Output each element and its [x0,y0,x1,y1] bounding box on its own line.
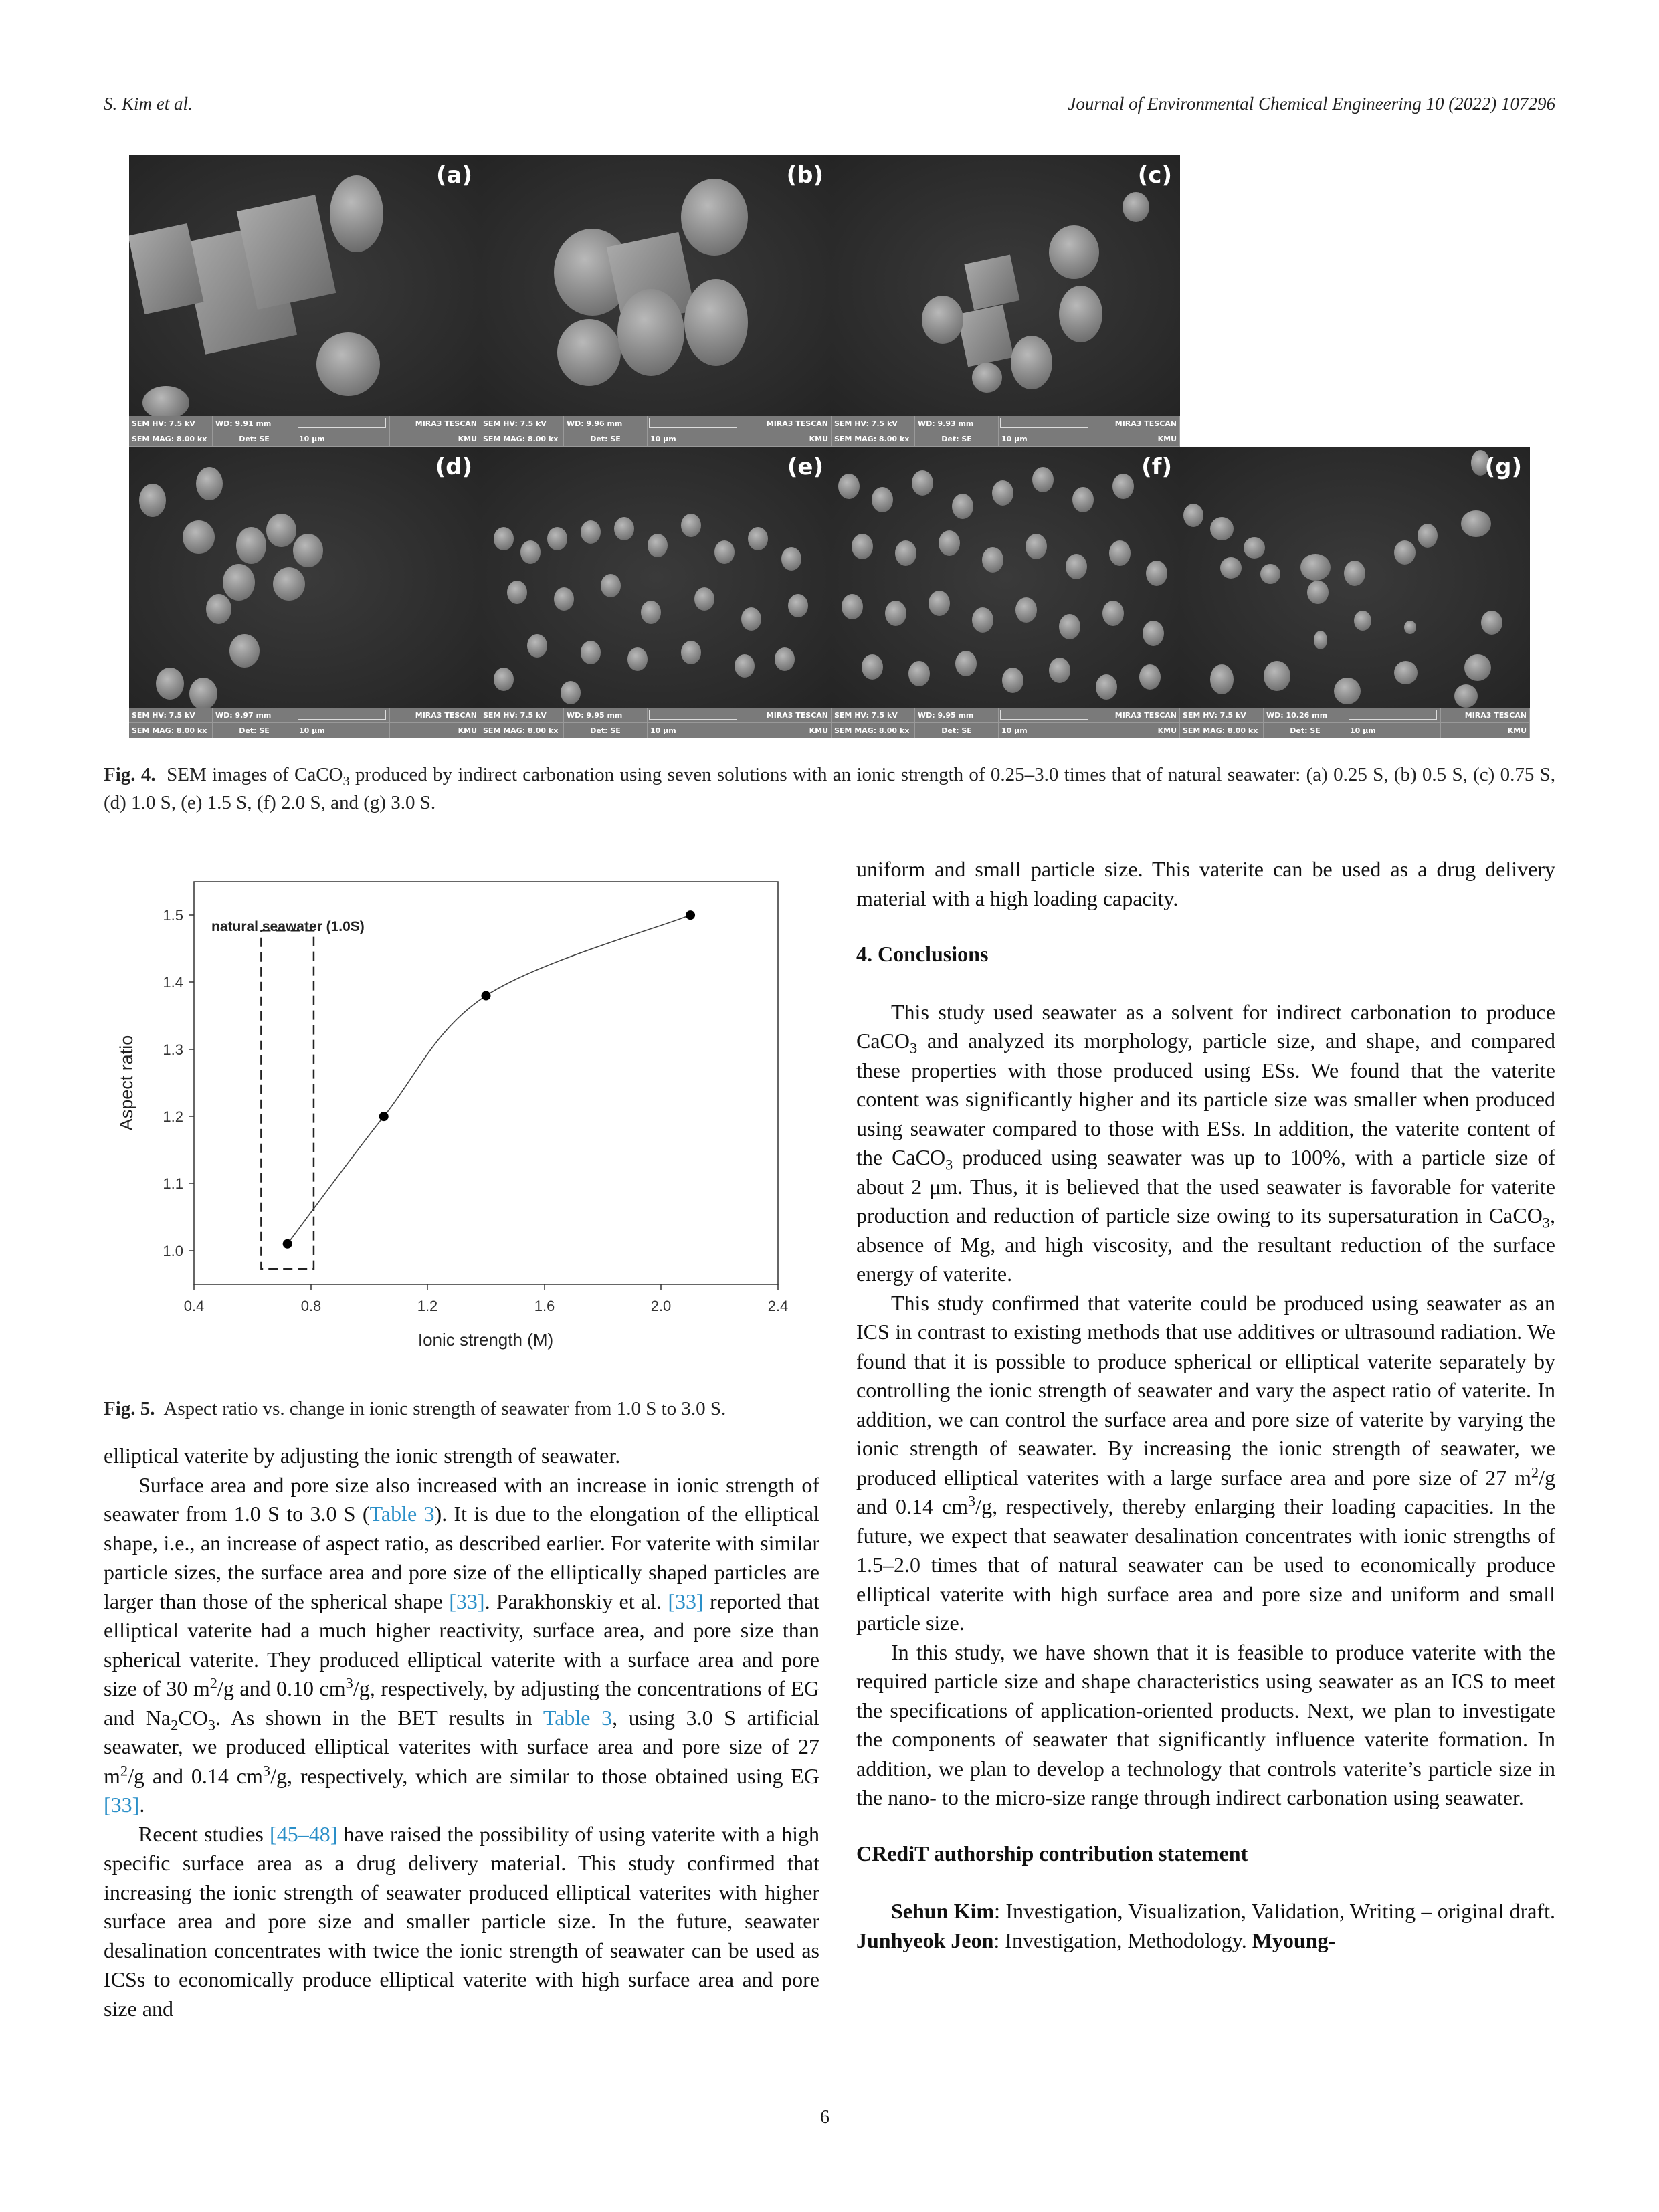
text: : Investigation, Methodology. [993,1928,1252,1952]
svg-text:1.5: 1.5 [163,907,183,924]
sem-org: KMU [1092,431,1180,447]
text: and analyzed its morphology, particle size, and shape, and compared these properties with those produced using ESs. We found that the vaterite content was significantly higher and its particle size was smaller when produced using seawater compared to those with ESs. In addition, the vaterite content of the CaCO [856,1029,1555,1169]
svg-text:1.3: 1.3 [163,1041,183,1058]
sem-brand: MIRA3 TESCAN [741,708,832,723]
sem-det: Det: SE [915,723,999,738]
sem-mag: SEM MAG: 8.00 kx [129,431,213,447]
panel-label-e: (e) [787,454,823,480]
sem-hv: SEM HV: 7.5 kV [129,416,213,431]
y-tick-labels [163,907,183,1260]
sem-image-e [480,447,832,708]
running-head-journal: Journal of Environmental Chemical Engineering 10 (2022) 107296 [1068,94,1555,114]
data-point [482,991,491,1001]
text: . Parakhonskiy et al. [484,1589,668,1613]
paragraph [104,1820,819,2024]
sem-det: Det: SE [1264,723,1347,738]
text: , absence of Mg, and high viscosity, and the resultant reduction of the surface energy of vaterite. [856,1203,1555,1286]
sem-org: KMU [390,431,480,447]
sem-wd: WD: 9.95 mm [915,708,999,723]
sem-det: Det: SE [915,431,999,447]
scale-bar [999,708,1092,723]
sem-image-d [129,447,480,708]
superscript: 2 [1531,1463,1539,1480]
sem-scale-label: 10 μm [1347,723,1441,738]
svg-text:1.6: 1.6 [534,1298,555,1314]
sem-infobar-f [832,708,1180,738]
sem-wd: WD: 10.26 mm [1264,708,1347,723]
sem-brand: MIRA3 TESCAN [390,708,480,723]
sem-image-a [129,155,480,416]
paragraph [856,855,1555,913]
text: CO [178,1705,208,1730]
sem-scale-label: 10 μm [296,723,390,738]
sem-image-b [480,155,832,416]
data-point [283,1239,292,1249]
sem-infobar-a [129,416,480,447]
sem-wd: WD: 9.91 mm [213,416,296,431]
text: : Investigation, Visualization, Validation, Writing – original draft. [994,1899,1556,1923]
sem-org: KMU [390,723,480,738]
sem-mag: SEM MAG: 8.00 kx [832,723,915,738]
sem-panel-b [480,155,832,447]
text: /g and 0.14 cm [128,1763,263,1788]
sem-scale-label: 10 μm [296,431,390,447]
left-column [104,1441,819,2023]
text: In this study, we have shown that it is feasible to produce vaterite with the required particle size and shape characteristics using seawater as an ICS to meet the specifications of application-oriented products. Next, we plan to investigate the components of seawater that significantly influence vaterite formation. In addition, we plan to develop a technology that controls vaterite’s particle size in the nano- to the micro-size range through indirect carbonation using seawater. [856,1639,1555,1809]
data-point [686,910,695,920]
sem-mag: SEM MAG: 8.00 kx [480,723,564,738]
sem-hv: SEM HV: 7.5 kV [832,708,915,723]
text: This study confirmed that vaterite could be produced using seawater as an ICS in contrast to existing methods that use additives or ultrasound radiation. We found that it is possible to produce spherical or elliptical vaterite separately by controlling the ionic strength of seawater and vary the aspect ratio of vaterite. In addition, we can control the surface area and pore size of vaterite by varying the ionic strength of seawater. By increasing the ionic strength of seawater, we produced elliptical vaterites with a large surface area and pore size of 27 m [856,1290,1555,1490]
sem-scale-label: 10 μm [648,431,741,447]
panel-label-c: (c) [1137,162,1172,189]
author-name: Sehun Kim [891,1899,995,1923]
right-column [856,855,1555,1955]
superscript: 2 [209,1674,217,1692]
sem-panel-g [1180,447,1530,738]
sem-det: Det: SE [213,723,296,738]
paragraph [104,1441,819,1471]
text: /g, respectively, by adjusting the concentrations of EG and Na [104,1676,820,1730]
y-ticks [189,915,194,1251]
author-name: Junhyeok Jeon [856,1928,994,1952]
sem-panel-f [832,447,1180,738]
x-tick-labels [184,1298,789,1314]
svg-text:1.2: 1.2 [417,1298,438,1314]
figure-5-caption [104,1395,826,1423]
subscript: 3 [910,1039,918,1057]
svg-text:1.0: 1.0 [163,1243,183,1260]
panel-label-d: (d) [435,454,472,480]
sem-mag: SEM MAG: 8.00 kx [129,723,213,738]
svg-text:0.4: 0.4 [183,1298,205,1314]
running-head-authors: S. Kim et al. [104,94,193,114]
scale-bar [296,708,390,723]
sem-org: KMU [741,723,832,738]
text: Surface area and pore size also increased with an increase in ionic strength of seawater from 1.0 S to 3.0 S ( [104,1472,819,1526]
text: elliptical vaterite by adjusting the ionic strength of seawater. [104,1443,621,1468]
sem-wd: WD: 9.93 mm [915,416,999,431]
paragraph [856,1289,1555,1638]
sem-det: Det: SE [564,431,648,447]
caption-text: Aspect ratio vs. change in ionic strength of seawater from 1.0 S to 3.0 S. [163,1398,726,1419]
text: This study used seawater as a solvent for indirect carbonation to produce CaCO [856,999,1555,1053]
svg-text:2.4: 2.4 [767,1298,789,1314]
caption-text: produced by indirect carbonation using seven solutions with an ionic strength of 0.25–3.0 times that of natural seawater: (a) 0.25 S, (b) 0.5 S, (c) 0.75 S, (d) 1.0 S, (e) 1.5 S, (f) 2.0 S, and (g) 3.0 S. [104,764,1556,813]
sem-panel-a [129,155,480,447]
x-ticks [194,1284,778,1290]
panel-label-a: (a) [435,162,472,189]
text: /g, respectively, which are similar to those obtained using EG [270,1763,820,1788]
svg-text:1.2: 1.2 [163,1108,183,1125]
figure-4-sem-grid [129,155,1530,738]
sem-mag: SEM MAG: 8.00 kx [480,431,564,447]
sem-hv: SEM HV: 7.5 kV [1180,708,1264,723]
text: . [139,1793,145,1817]
sem-det: Det: SE [564,723,648,738]
sem-brand: MIRA3 TESCAN [390,416,480,431]
sem-det: Det: SE [213,431,296,447]
svg-text:2.0: 2.0 [650,1298,672,1314]
natural-seawater-label: natural seawater (1.0S) [211,919,365,934]
scale-bar [648,416,741,431]
sem-wd: WD: 9.97 mm [213,708,296,723]
sem-org: KMU [1441,723,1530,738]
sem-hv: SEM HV: 7.5 kV [832,416,915,431]
table-3-link[interactable]: Table 3 [369,1502,435,1526]
reference-45-48-link[interactable]: [45–48] [270,1821,338,1846]
figure-5-chart [100,856,803,1385]
text: /g and 0.14 cm [856,1465,1555,1518]
page-number: 6 [820,2107,830,2128]
sem-brand: MIRA3 TESCAN [1092,708,1180,723]
paragraph [104,1471,819,1820]
text: have raised the possibility of using vaterite with a high specific surface area as a drug delivery material. This study confirmed that increasing the ionic strength of seawater produced elliptical vaterites with higher surface area and pore size and smaller particle size. In the future, seawater desalination concentrates with twice the ionic strength of seawater can be used as ICSs to economically produce elliptical vaterite with high surface area and pore size and [104,1821,820,2021]
text: ). It is due to the elongation of the elliptical shape, i.e., an increase of aspect ratio, as described earlier. For vaterite with similar particle sizes, the surface area and pore size of the elliptically shaped particles are larger than those of the spherical shape [104,1502,820,1613]
caption-text: SEM images of CaCO [167,764,343,785]
subscript: 2 [171,1716,179,1733]
paragraph [856,998,1555,1289]
y-axis-label: Aspect ratio [116,1035,136,1131]
superscript: 3 [967,1492,976,1510]
plot-frame [194,882,778,1284]
sem-org: KMU [1092,723,1180,738]
scale-bar [296,416,390,431]
text: Recent studies [138,1821,270,1846]
author-name: Myoung- [1252,1928,1336,1952]
subscript: 3 [1542,1214,1550,1231]
sem-brand: MIRA3 TESCAN [741,416,832,431]
section-heading-conclusions: 4. Conclusions [856,942,989,966]
text: /g, respectively, thereby enlarging their loading capacities. In the future, we expect that seawater desalination concentrates with ionic strengths of 1.5–2.0 times that of natural seawater can be used to economically produce elliptical vaterite with high surface area and pore size and uniform and small particle size. [856,1494,1555,1635]
subscript: 3 [207,1716,215,1733]
sem-brand: MIRA3 TESCAN [1441,708,1530,723]
sem-image-f [832,447,1180,708]
sem-infobar-b [480,416,832,447]
reference-33-link[interactable]: [33] [449,1589,485,1613]
sem-infobar-c [832,416,1180,447]
figure-5-label: Fig. 5. [104,1398,155,1419]
sem-panel-d [129,447,480,738]
sem-scale-label: 10 μm [999,431,1092,447]
panel-label-b: (b) [786,162,823,189]
text: uniform and small particle size. This vaterite can be used as a drug delivery material with a high loading capacity. [856,857,1555,910]
svg-text:1.4: 1.4 [163,974,183,991]
paragraph [856,1897,1555,1955]
subscript: 3 [343,773,350,789]
sem-image-c [832,155,1180,416]
text: . As shown in the BET results in [215,1705,543,1730]
sem-hv: SEM HV: 7.5 kV [480,708,564,723]
superscript: 3 [262,1761,271,1779]
superscript: 3 [345,1674,353,1692]
figure-4-label: Fig. 4. [104,764,156,785]
text: , using 3.0 S artificial seawater, we produced elliptical vaterites with surface area and pore size of 27 m [104,1705,820,1788]
sem-image-g [1180,447,1530,708]
reference-33-link[interactable]: [33] [668,1589,704,1613]
data-point [379,1112,389,1121]
reference-33-link[interactable]: [33] [104,1793,140,1817]
figure-4-caption [104,761,1555,817]
sem-hv: SEM HV: 7.5 kV [480,416,564,431]
subscript: 3 [945,1156,953,1173]
table-3-link[interactable]: Table 3 [543,1705,613,1730]
sem-org: KMU [741,431,832,447]
section-heading-credit: CRediT authorship contribution statement [856,1841,1248,1866]
sem-infobar-e [480,708,832,738]
text: reported that elliptical vaterite had a much higher reactivity, surface area, and pore size than spherical vaterite. They produced elliptical vaterite with a surface area and pore size of 30 m [104,1589,820,1700]
sem-panel-e [480,447,832,738]
sem-brand: MIRA3 TESCAN [1092,416,1180,431]
scale-bar [1347,708,1441,723]
sem-mag: SEM MAG: 8.00 kx [832,431,915,447]
panel-label-g: (g) [1484,454,1522,480]
sem-wd: WD: 9.96 mm [564,416,648,431]
sem-panel-c [832,155,1180,447]
svg-text:0.8: 0.8 [300,1298,322,1314]
sem-infobar-g [1180,708,1530,738]
sem-scale-label: 10 μm [648,723,741,738]
panel-label-f: (f) [1141,454,1172,480]
sem-infobar-d [129,708,480,738]
paragraph [856,1638,1555,1813]
scale-bar [648,708,741,723]
sem-scale-label: 10 μm [999,723,1092,738]
text: produced using seawater was up to 100%, with a particle size of about 2 μm. Thus, it is believed that the used seawater is favorable for vaterite production and reduction of particle size owing to its supersaturation in CaCO [856,1145,1556,1227]
sem-mag: SEM MAG: 8.00 kx [1180,723,1264,738]
text: /g and 0.10 cm [217,1676,346,1700]
scale-bar [999,416,1092,431]
sem-wd: WD: 9.95 mm [564,708,648,723]
sem-hv: SEM HV: 7.5 kV [129,708,213,723]
superscript: 2 [120,1761,128,1779]
x-axis-label: Ionic strength (M) [417,1330,554,1350]
svg-text:1.1: 1.1 [163,1175,183,1192]
